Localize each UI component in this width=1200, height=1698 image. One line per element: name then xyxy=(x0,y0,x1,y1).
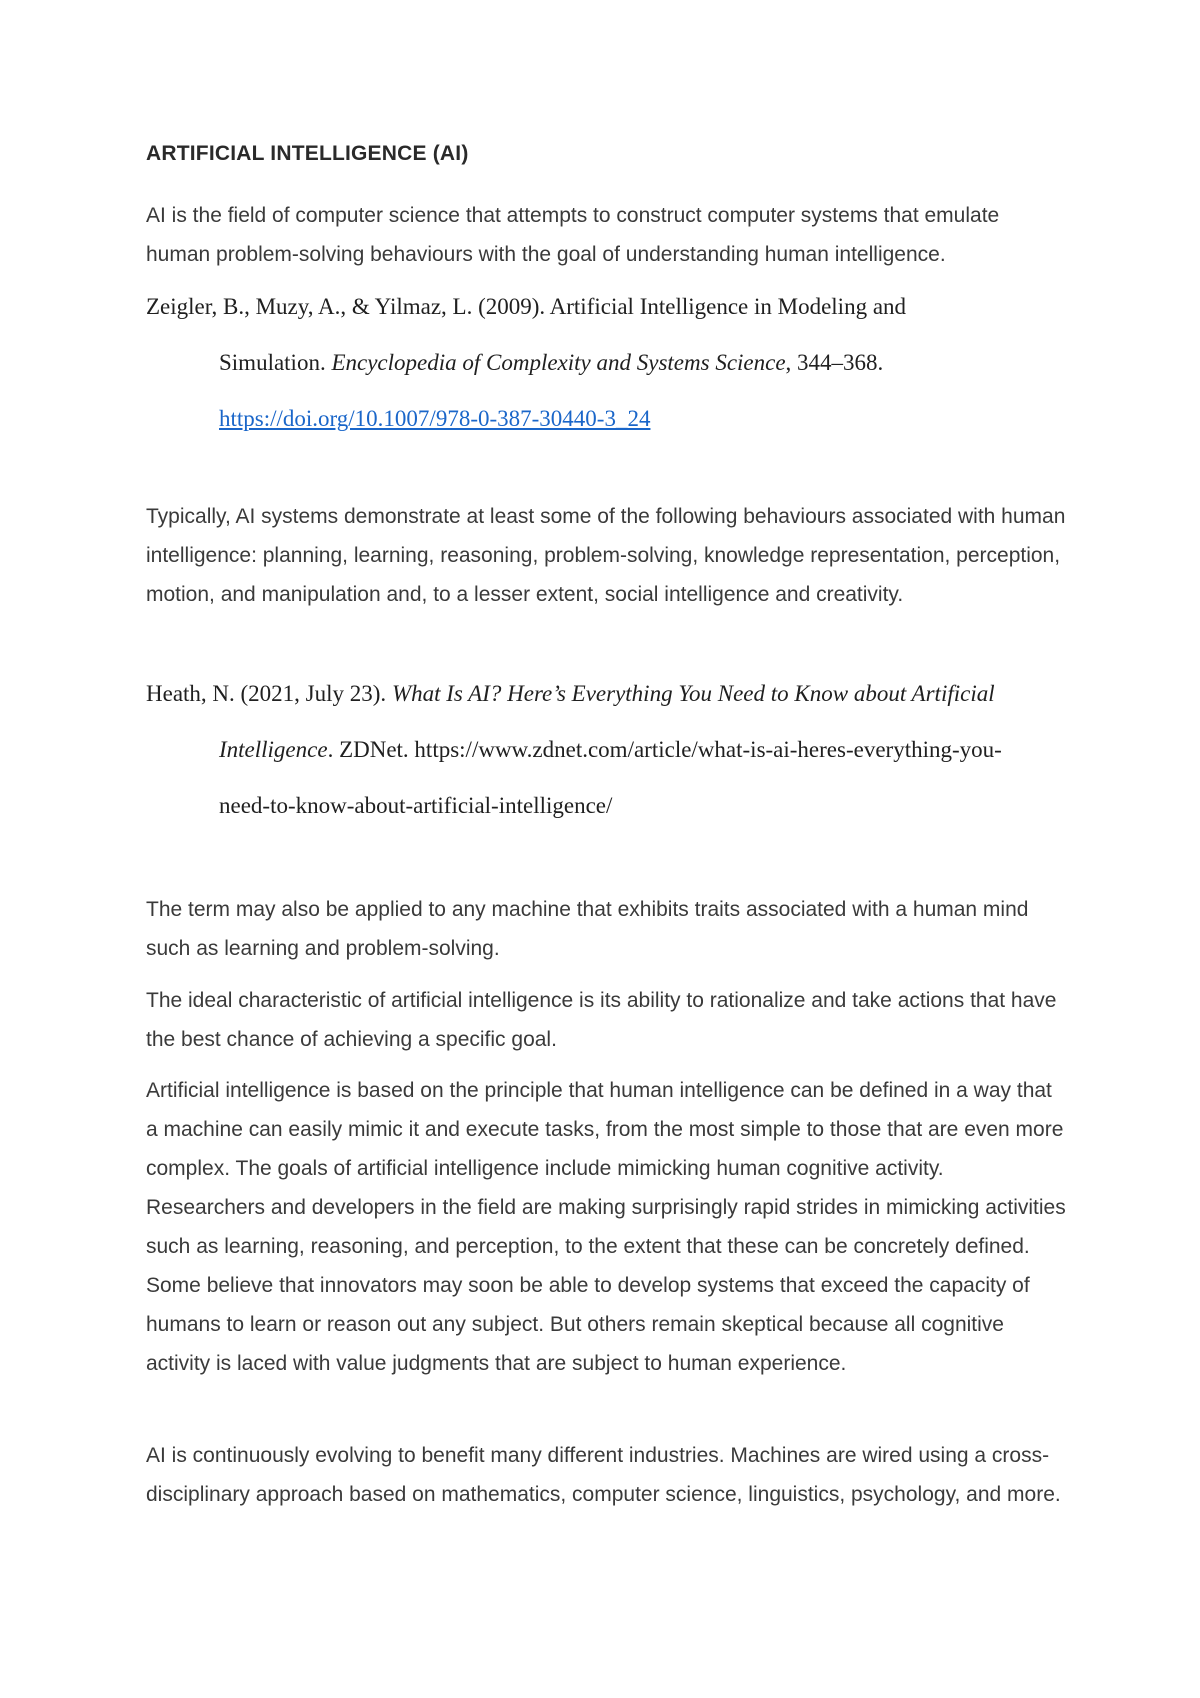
citation-heath-authors: Heath, N. (2021, July 23). xyxy=(146,681,392,706)
citation-heath-line-1 xyxy=(146,666,1066,722)
paragraph-evolving: AI is continuously evolving to benefit many different industries. Machines are wired using a cross-disciplinary approach based on mathematics, computer science, linguistics, psychology, and more. xyxy=(146,1444,1061,1506)
paragraph-definition: AI is the field of computer science that attempts to construct computer systems that emulate human problem-solving behaviours with the goal of understanding human intelligence. xyxy=(146,204,1000,266)
citation-zeigler-journal: Encyclopedia of Complexity and Systems Science xyxy=(331,350,786,375)
citation-heath-publisher: . ZDNet. https://www.zdnet.com/article/what-is-ai-heres-everything-you- xyxy=(327,737,1002,762)
citation-zeigler-line-1: Zeigler, B., Muzy, A., & Yilmaz, L. (2009). Artificial Intelligence in Modeling and xyxy=(146,294,907,319)
citation-zeigler-pages: , 344–368. xyxy=(785,350,884,375)
doi-link[interactable]: https://doi.org/10.1007/978-0-387-30440-3_24 xyxy=(219,406,651,431)
citation-zeigler-line-3 xyxy=(146,391,1066,447)
citation-zeigler xyxy=(146,279,1066,447)
paragraph-term: The term may also be applied to any machine that exhibits traits associated with a human mind such as learning and problem-solving. xyxy=(146,898,1029,960)
paragraph-behaviours: Typically, AI systems demonstrate at least some of the following behaviours associated with human intelligence: planning, learning, reasoning, problem-solving, knowledge representation, perception, motion, and manipulation and, to a lesser extent, social intelligence and creativity. xyxy=(146,505,1066,606)
paragraph-ideal: The ideal characteristic of artificial intelligence is its ability to rationalize and take actions that have the best chance of achieving a specific goal. xyxy=(146,989,1057,1051)
paragraph-principle: Artificial intelligence is based on the principle that human intelligence can be defined in a way that a machine can easily mimic it and execute tasks, from the most simple to those that are even more complex. The goals of artificial intelligence include mimicking human cognitive activity. Researchers and developers in the field are making surprisingly rapid strides in mimicking activities such as learning, reasoning, and perception, to the extent that these can be concretely defined. Some believe that innovators may soon be able to develop systems that exceed the capacity of humans to learn or reason out any subject. But others remain skeptical because all cognitive activity is laced with value judgments that are subject to human experience. xyxy=(146,1079,1066,1375)
citation-heath-line-2 xyxy=(146,722,1066,778)
document-heading: ARTIFICIAL INTELLIGENCE (AI) xyxy=(146,142,469,165)
citation-heath-line-3: need-to-know-about-artificial-intelligence/ xyxy=(219,793,613,818)
citation-heath-title-a: What Is AI? Here’s Everything You Need to Know about Artificial xyxy=(391,681,995,706)
citation-zeigler-line-2 xyxy=(146,335,1066,391)
citation-zeigler-title-cont: Simulation. xyxy=(219,350,332,375)
citation-heath-title-b: Intelligence xyxy=(219,737,328,762)
citation-heath xyxy=(146,666,1066,834)
